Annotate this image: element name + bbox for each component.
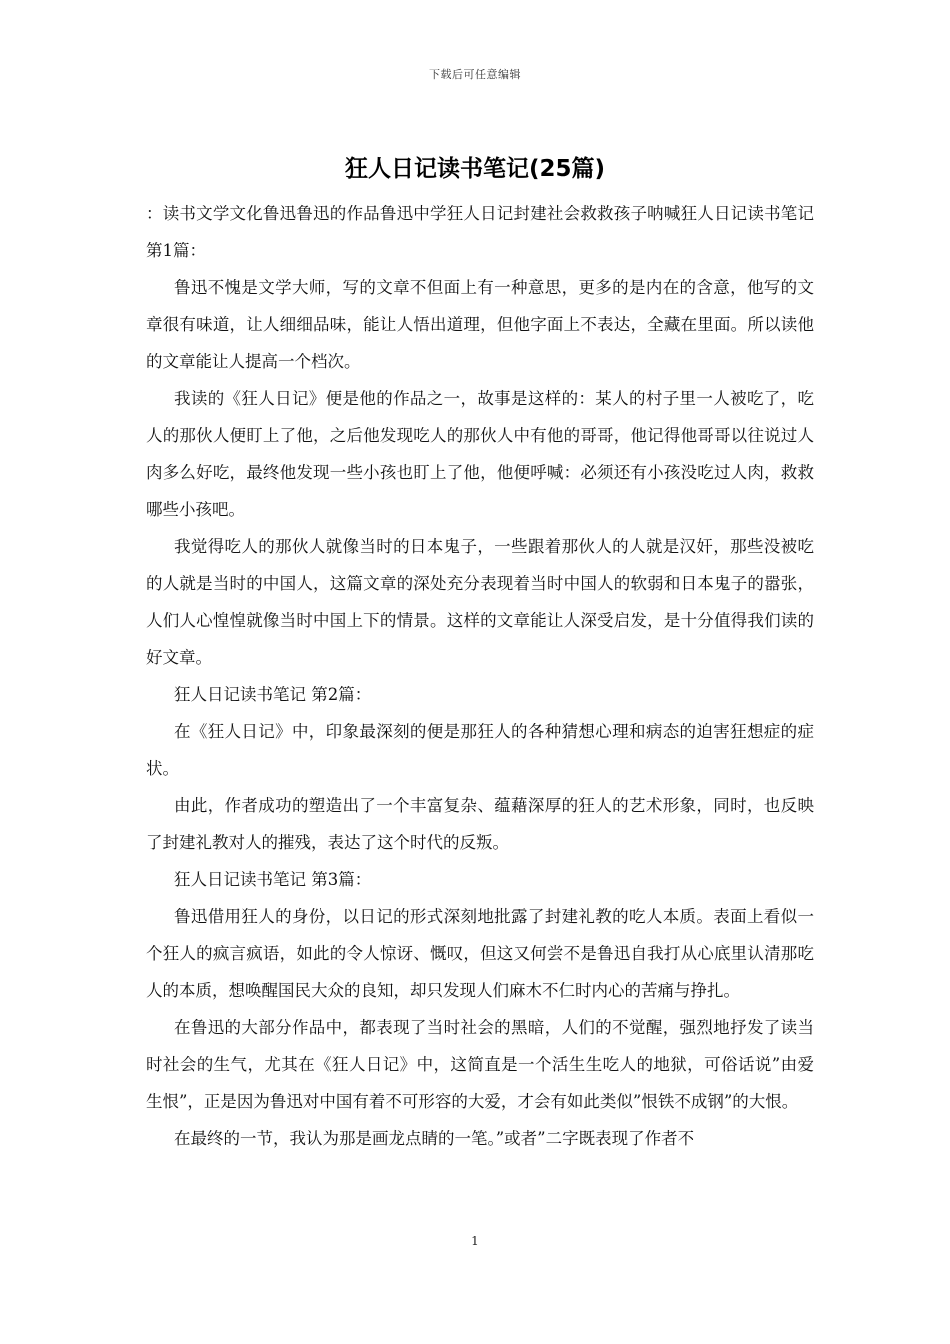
section-heading: 狂人日记读书笔记 第3篇： bbox=[174, 870, 372, 889]
document-body bbox=[146, 195, 814, 1157]
document-title: 狂人日记读书笔记(25篇) bbox=[344, 156, 606, 182]
page-number: 1 bbox=[471, 1234, 479, 1248]
paragraph: 在最终的一节，我认为那是画龙点睛的一笔。”或者”二字既表现了作者不 bbox=[174, 1129, 695, 1148]
paragraph: 我觉得吃人的那伙人就像当时的日本鬼子，一些跟着那伙人的人就是汉奸，那些没被吃的人就是当时的中国人，这篇文章的深处充分表现着当时中国人的软弱和日本鬼子的嚣张，人们人心惶惶就像当时中国上下的情景。这样的文章能让人深受启发，是十分值得我们读的好文章。 bbox=[146, 537, 814, 667]
paragraph: 在鲁迅的大部分作品中，都表现了当时社会的黑暗，人们的不觉醒，强烈地抒发了读当时社会的生气，尤其在《狂人日记》中，这简直是一个活生生吃人的地狱，可俗话说”由爱生恨”，正是因为鲁迅对中国有着不可形容的大爱，才会有如此类似”恨铁不成钢”的大恨。 bbox=[146, 1018, 814, 1111]
keywords-line: ：读书文学文化鲁迅鲁迅的作品鲁迅中学狂人日记封建社会救救孩子呐喊狂人日记读书笔记 第1篇： bbox=[146, 204, 814, 260]
paragraph: 鲁迅不愧是文学大师，写的文章不但面上有一种意思，更多的是内在的含意，他写的文章很有味道，让人细细品味，能让人悟出道理，但他字面上不表达，全藏在里面。所以读他的文章能让人提高一个档次。 bbox=[146, 278, 814, 371]
paragraph: 在《狂人日记》中，印象最深刻的便是那狂人的各种猜想心理和病态的迫害狂想症的症状。 bbox=[146, 722, 814, 778]
section-heading: 狂人日记读书笔记 第2篇： bbox=[174, 685, 372, 704]
paragraph: 由此，作者成功的塑造出了一个丰富复杂、蕴藉深厚的狂人的艺术形象，同时，也反映了封建礼教对人的摧残，表达了这个时代的反叛。 bbox=[146, 796, 814, 852]
header-note: 下载后可任意编辑 bbox=[429, 68, 521, 81]
paragraph: 鲁迅借用狂人的身份，以日记的形式深刻地批露了封建礼教的吃人本质。表面上看似一个狂人的疯言疯语，如此的令人惊讶、慨叹，但这又何尝不是鲁迅自我打从心底里认清那吃人的本质，想唤醒国民大众的良知，却只发现人们麻木不仁时内心的苦痛与挣扎。 bbox=[146, 907, 814, 1000]
paragraph: 我读的《狂人日记》便是他的作品之一，故事是这样的：某人的村子里一人被吃了，吃人的那伙人便盯上了他，之后他发现吃人的那伙人中有他的哥哥，他记得他哥哥以往说过人肉多么好吃，最终他发现一些小孩也盯上了他，他便呼喊：必须还有小孩没吃过人肉，救救哪些小孩吧。 bbox=[146, 389, 814, 519]
